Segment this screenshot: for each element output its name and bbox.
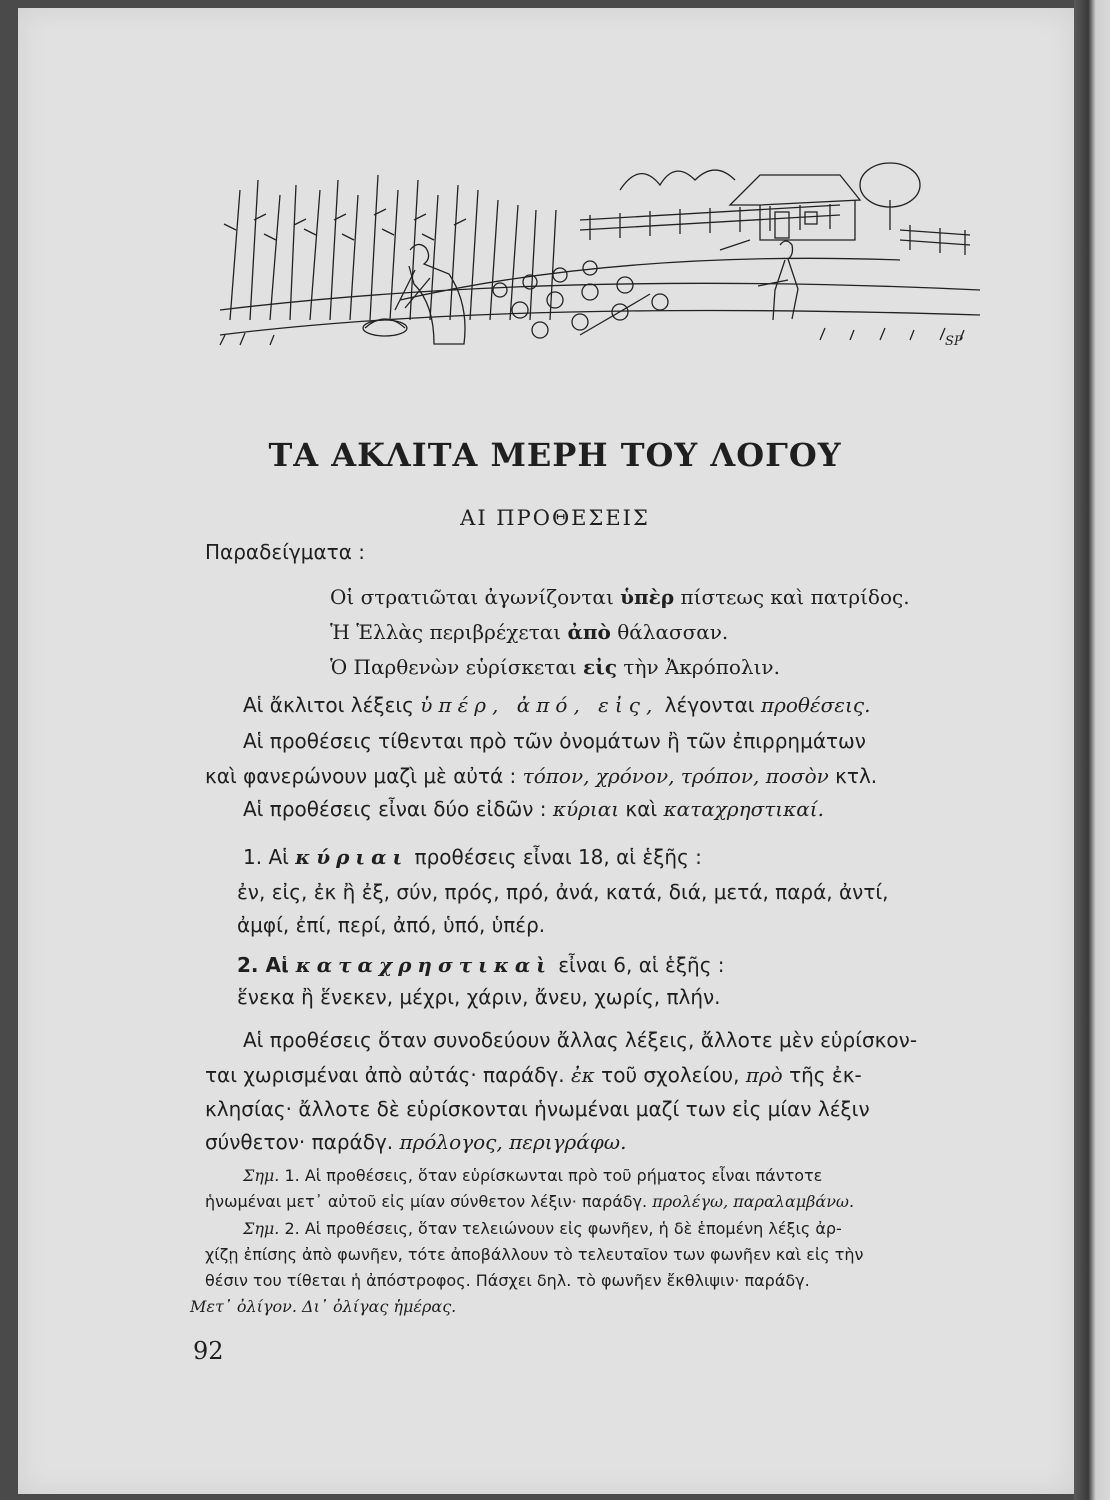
garden-illustration bbox=[200, 150, 990, 350]
paragraph-line: ται χωρισμέναι ἀπὸ αὐτάς· παράδγ. ἐκ τοῦ σχολείου, πρὸ τῆς ἐκ- bbox=[205, 1063, 862, 1087]
list-item-line: ἕνεκα ἢ ἕνεκεν, μέχρι, χάριν, ἄνευ, χωρίς, πλήν. bbox=[237, 985, 721, 1009]
examples-label: Παραδείγματα : bbox=[205, 540, 365, 564]
note-line: χίζῃ ἐπίσης ἀπὸ φωνῆεν, τότε ἀποβάλλουν τὸ τελευταῖον των φωνῆεν καὶ εἰς τὴν bbox=[205, 1245, 864, 1264]
paragraph-line: καὶ φανερώνουν μαζὶ μὲ αὐτά : τόπον, χρόνον, τρόπον, ποσὸν κτλ. bbox=[205, 764, 878, 788]
note-line: θέσιν του τίθεται ἡ ἀπόστροφος. Πάσχει δηλ. τὸ φωνῆεν ἔκθλιψιν· παράδγ. bbox=[205, 1271, 810, 1290]
example-sentence: Ἡ Ἑλλὰς περιβρέχεται ἀπὸ θάλασσαν. bbox=[330, 620, 729, 644]
list-item-line: ἀμφί, ἐπί, περί, ἀπό, ὑπό, ὑπέρ. bbox=[237, 913, 546, 937]
paragraph-line: Αἱ ἄκλιτοι λέξεις ὑπέρ, ἀπό, εἰς, λέγονται προθέσεις. bbox=[243, 693, 871, 717]
page-number: 92 bbox=[193, 1337, 224, 1365]
chapter-title: ΤΑ ΑΚΛΙΤΑ ΜΕΡΗ ΤΟΥ ΛΟΓΟΥ bbox=[268, 436, 842, 474]
list-item-heading: 2. Αἱ καταχρηστικαὶ εἶναι 6, αἱ ἑξῆς : bbox=[237, 953, 725, 977]
note-line: Μετ᾽ ὀλίγον. Δι᾽ ὀλίγας ἡμέρας. bbox=[190, 1297, 457, 1316]
paragraph-line: Αἱ προθέσεις ὅταν συνοδεύουν ἄλλας λέξεις, ἄλλοτε μὲν εὑρίσκον- bbox=[243, 1028, 918, 1052]
list-item-line: ἐν, εἰς, ἐκ ἢ ἐξ, σύν, πρός, πρό, ἀνά, κατά, διά, μετά, παρά, ἀντί, bbox=[237, 880, 889, 904]
list-item-heading: 1. Αἱ κύριαι προθέσεις εἶναι 18, αἱ ἑξῆς : bbox=[243, 845, 702, 869]
section-subtitle: ΑΙ ΠΡΟΘΕΣΕΙΣ bbox=[460, 506, 650, 530]
note-line: ἡνωμέναι μετ᾽ αὐτοῦ εἰς μίαν σύνθετον λέξιν· παράδγ. προλέγω, παραλαμβάνω. bbox=[205, 1192, 855, 1211]
svg-text:SP: SP bbox=[945, 334, 963, 349]
paragraph-line: κλησίας· ἄλλοτε δὲ εὑρίσκονται ἡνωμέναι μαζί των εἰς μίαν λέξιν bbox=[205, 1097, 870, 1121]
note-line: Σημ. 1. Αἱ προθέσεις, ὅταν εὑρίσκωνται πρὸ τοῦ ρήματος εἶναι πάντοτε bbox=[243, 1166, 823, 1185]
paragraph-line: Αἱ προθέσεις εἶναι δύο εἰδῶν : κύριαι καὶ καταχρηστικαί. bbox=[243, 797, 824, 821]
note-line: Σημ. 2. Αἱ προθέσεις, ὅταν τελειώνουν εἰς φωνῆεν, ἡ δὲ ἑπομένη λέξις ἀρ- bbox=[243, 1219, 842, 1238]
paragraph-line: Αἱ προθέσεις τίθενται πρὸ τῶν ὀνομάτων ἢ τῶν ἐπιρρημάτων bbox=[243, 729, 866, 753]
example-sentence: Οἱ στρατιῶται ἀγωνίζονται ὑπὲρ πίστεως καὶ πατρίδος. bbox=[330, 585, 910, 609]
page-gutter bbox=[1074, 0, 1110, 1500]
example-sentence: Ὁ Παρθενὼν εὑρίσκεται εἰς τὴν Ἀκρόπολιν. bbox=[330, 655, 780, 679]
paragraph-line: σύνθετον· παράδγ. πρόλογος, περιγράφω. bbox=[205, 1130, 627, 1154]
